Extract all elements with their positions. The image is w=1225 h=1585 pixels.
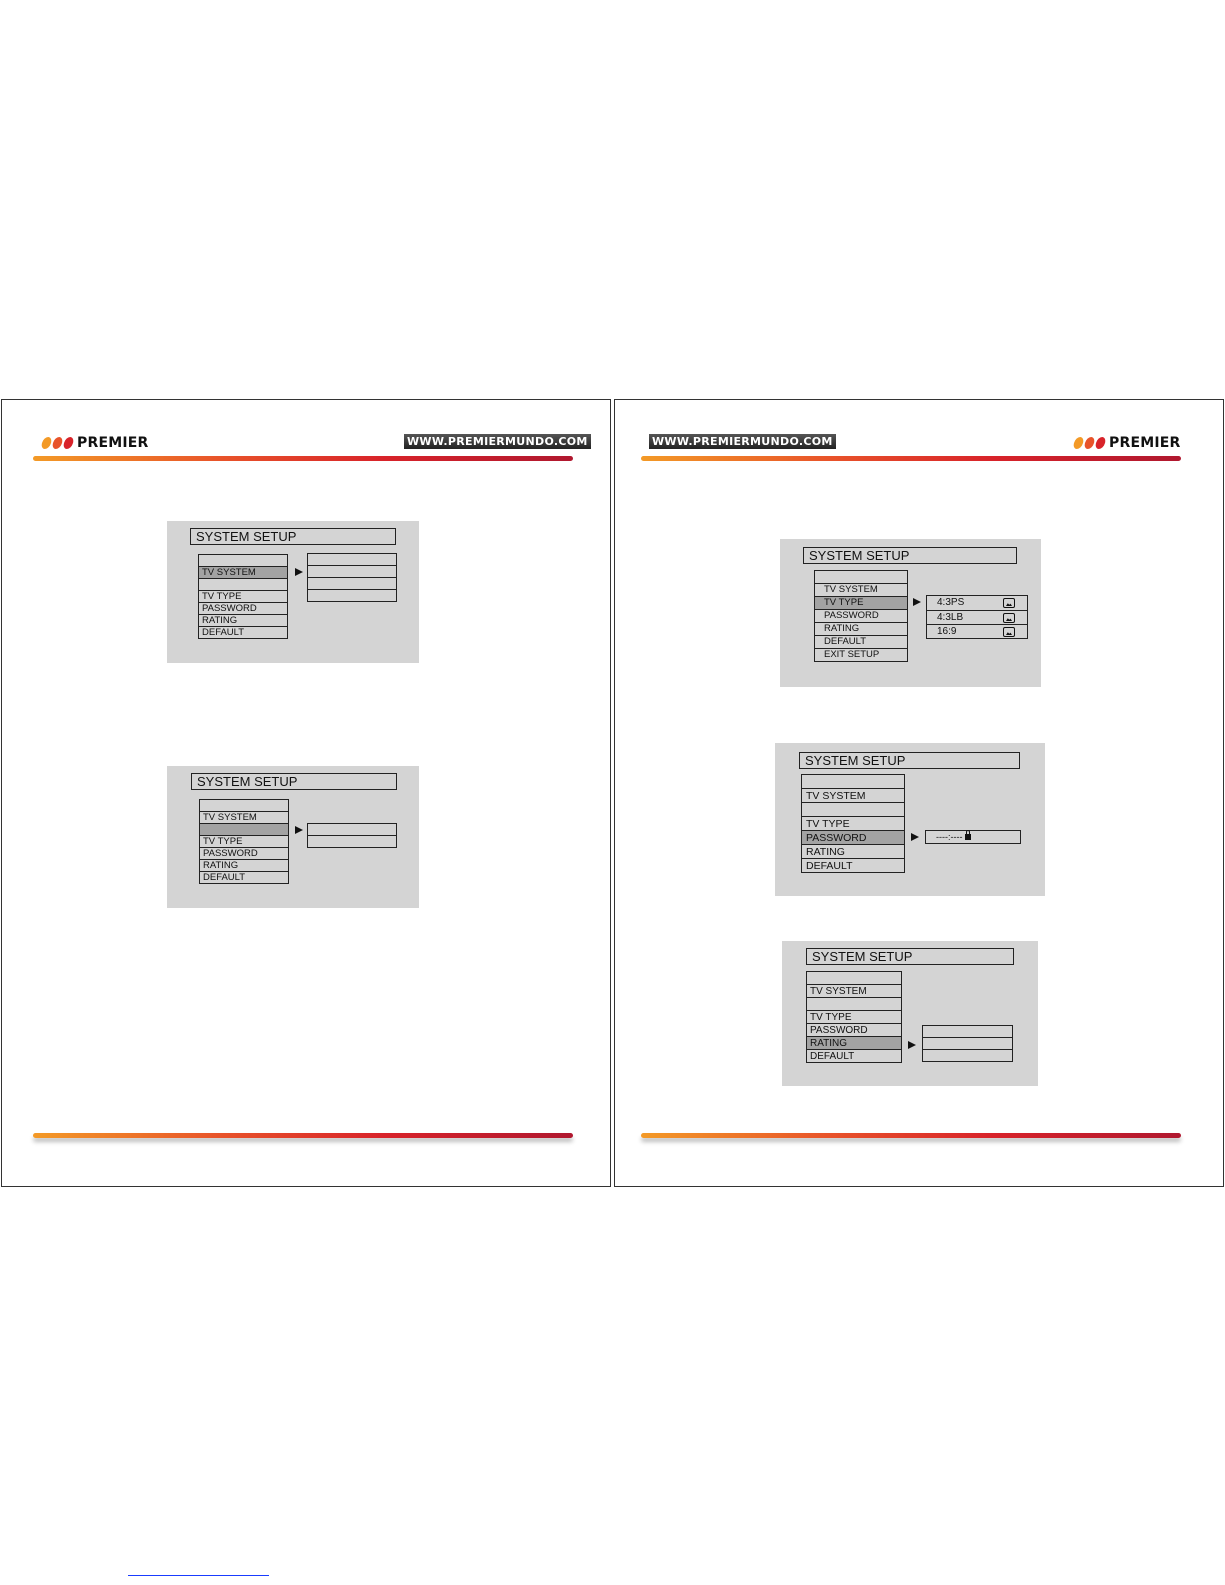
menu-item-password[interactable]: PASSWORD — [802, 831, 904, 845]
menu-item-password[interactable]: PASSWORD — [815, 610, 907, 623]
submenu-option[interactable] — [308, 824, 396, 836]
osd-panel-tv-system — [167, 521, 419, 663]
menu-item-rating[interactable]: RATING — [815, 623, 907, 636]
logo-wordmark: PREMIER — [77, 435, 149, 451]
menu-item-default[interactable]: DEFAULT — [807, 1050, 901, 1063]
arrow-right-icon — [908, 1041, 916, 1049]
arrow-right-icon — [295, 826, 303, 834]
menu-item-password[interactable]: PASSWORD — [807, 1024, 901, 1037]
osd-panel-password — [775, 743, 1045, 896]
osd-menu — [806, 971, 902, 1063]
menu-item-blank[interactable] — [802, 803, 904, 817]
menu-item-password[interactable]: PASSWORD — [199, 603, 287, 615]
menu-item-tv-system[interactable]: TV SYSTEM — [807, 985, 901, 998]
option-label: 16:9 — [937, 626, 957, 637]
menu-item-default[interactable]: DEFAULT — [199, 627, 287, 639]
submenu-option[interactable] — [923, 1050, 1012, 1062]
osd-panel-rating — [782, 941, 1038, 1086]
menu-item-rating[interactable]: RATING — [200, 860, 288, 872]
menu-item-tv-system[interactable]: TV SYSTEM — [200, 812, 288, 824]
premier-logo — [1074, 435, 1181, 451]
osd-menu — [199, 799, 289, 884]
submenu-option[interactable] — [308, 554, 396, 566]
submenu-option[interactable] — [923, 1038, 1012, 1050]
submenu-option[interactable] — [923, 1026, 1012, 1038]
menu-item-tv-system[interactable]: TV SYSTEM — [199, 567, 287, 579]
menu-item-tv-system[interactable]: TV SYSTEM — [815, 584, 907, 597]
password-field[interactable] — [925, 830, 1021, 844]
osd-title: SYSTEM SETUP — [191, 773, 397, 790]
tv-16-9-icon — [1003, 627, 1015, 637]
arrow-right-icon — [913, 598, 921, 606]
menu-item-blank[interactable] — [199, 555, 287, 567]
premier-logo — [42, 435, 149, 451]
tv-4-3lb-icon — [1003, 613, 1015, 623]
option-4-3ps[interactable] — [927, 596, 1027, 611]
menu-item-password[interactable]: PASSWORD — [200, 848, 288, 860]
osd-menu — [198, 554, 288, 639]
left-page — [1, 399, 611, 1187]
menu-item-tv-type[interactable]: TV TYPE — [199, 591, 287, 603]
menu-item-blank-selected[interactable] — [200, 824, 288, 836]
menu-item-blank[interactable] — [807, 998, 901, 1011]
menu-item-tv-type[interactable]: TV TYPE — [200, 836, 288, 848]
option-label: 4:3PS — [937, 597, 965, 608]
osd-submenu — [307, 553, 397, 602]
osd-panel-tv-type — [780, 539, 1041, 687]
submenu-option[interactable] — [308, 836, 396, 848]
menu-item-tv-type[interactable]: TV TYPE — [807, 1011, 901, 1024]
lock-icon — [965, 834, 971, 840]
menu-item-default[interactable]: DEFAULT — [802, 859, 904, 873]
menu-item-blank[interactable] — [815, 571, 907, 584]
osd-submenu — [926, 595, 1028, 639]
submenu-option[interactable] — [308, 578, 396, 590]
website-url: WWW.PREMIERMUNDO.COM — [404, 434, 591, 449]
arrow-right-icon — [911, 833, 919, 841]
menu-item-blank[interactable] — [807, 972, 901, 985]
osd-menu — [814, 570, 908, 662]
submenu-option[interactable] — [308, 590, 396, 602]
menu-item-rating[interactable]: RATING — [802, 845, 904, 859]
osd-title: SYSTEM SETUP — [190, 528, 396, 545]
logo-dots-icon — [1074, 437, 1105, 449]
osd-title: SYSTEM SETUP — [799, 752, 1020, 769]
menu-item-blank[interactable] — [199, 579, 287, 591]
osd-title: SYSTEM SETUP — [803, 547, 1017, 564]
osd-title: SYSTEM SETUP — [806, 948, 1014, 965]
menu-item-rating[interactable]: RATING — [199, 615, 287, 627]
menu-item-default[interactable]: DEFAULT — [200, 872, 288, 884]
arrow-right-icon — [295, 568, 303, 576]
menu-item-blank[interactable] — [802, 775, 904, 789]
logo-wordmark: PREMIER — [1109, 435, 1181, 451]
option-4-3lb[interactable] — [927, 611, 1027, 625]
menu-item-tv-type[interactable]: TV TYPE — [802, 817, 904, 831]
footer-rule — [641, 1133, 1181, 1138]
logo-dots-icon — [42, 437, 73, 449]
menu-item-default[interactable]: DEFAULT — [815, 636, 907, 649]
footer-link-underline[interactable] — [128, 1575, 269, 1576]
osd-submenu — [922, 1025, 1013, 1062]
header-rule — [33, 456, 573, 461]
osd-panel-blank-selection — [167, 766, 419, 908]
osd-submenu — [307, 823, 397, 848]
osd-menu — [801, 774, 905, 873]
right-page — [614, 399, 1224, 1187]
menu-item-tv-system[interactable]: TV SYSTEM — [802, 789, 904, 803]
website-url: WWW.PREMIERMUNDO.COM — [649, 434, 836, 449]
password-value: ----:---- — [936, 832, 963, 842]
option-16-9[interactable] — [927, 625, 1027, 639]
option-label: 4:3LB — [937, 612, 964, 623]
menu-item-exit-setup[interactable]: EXIT SETUP — [815, 649, 907, 662]
tv-4-3ps-icon — [1003, 598, 1015, 608]
header-rule — [641, 456, 1181, 461]
menu-item-blank[interactable] — [200, 800, 288, 812]
menu-item-rating[interactable]: RATING — [807, 1037, 901, 1050]
menu-item-tv-type[interactable]: TV TYPE — [815, 597, 907, 610]
submenu-option[interactable] — [308, 566, 396, 578]
footer-rule — [33, 1133, 573, 1138]
